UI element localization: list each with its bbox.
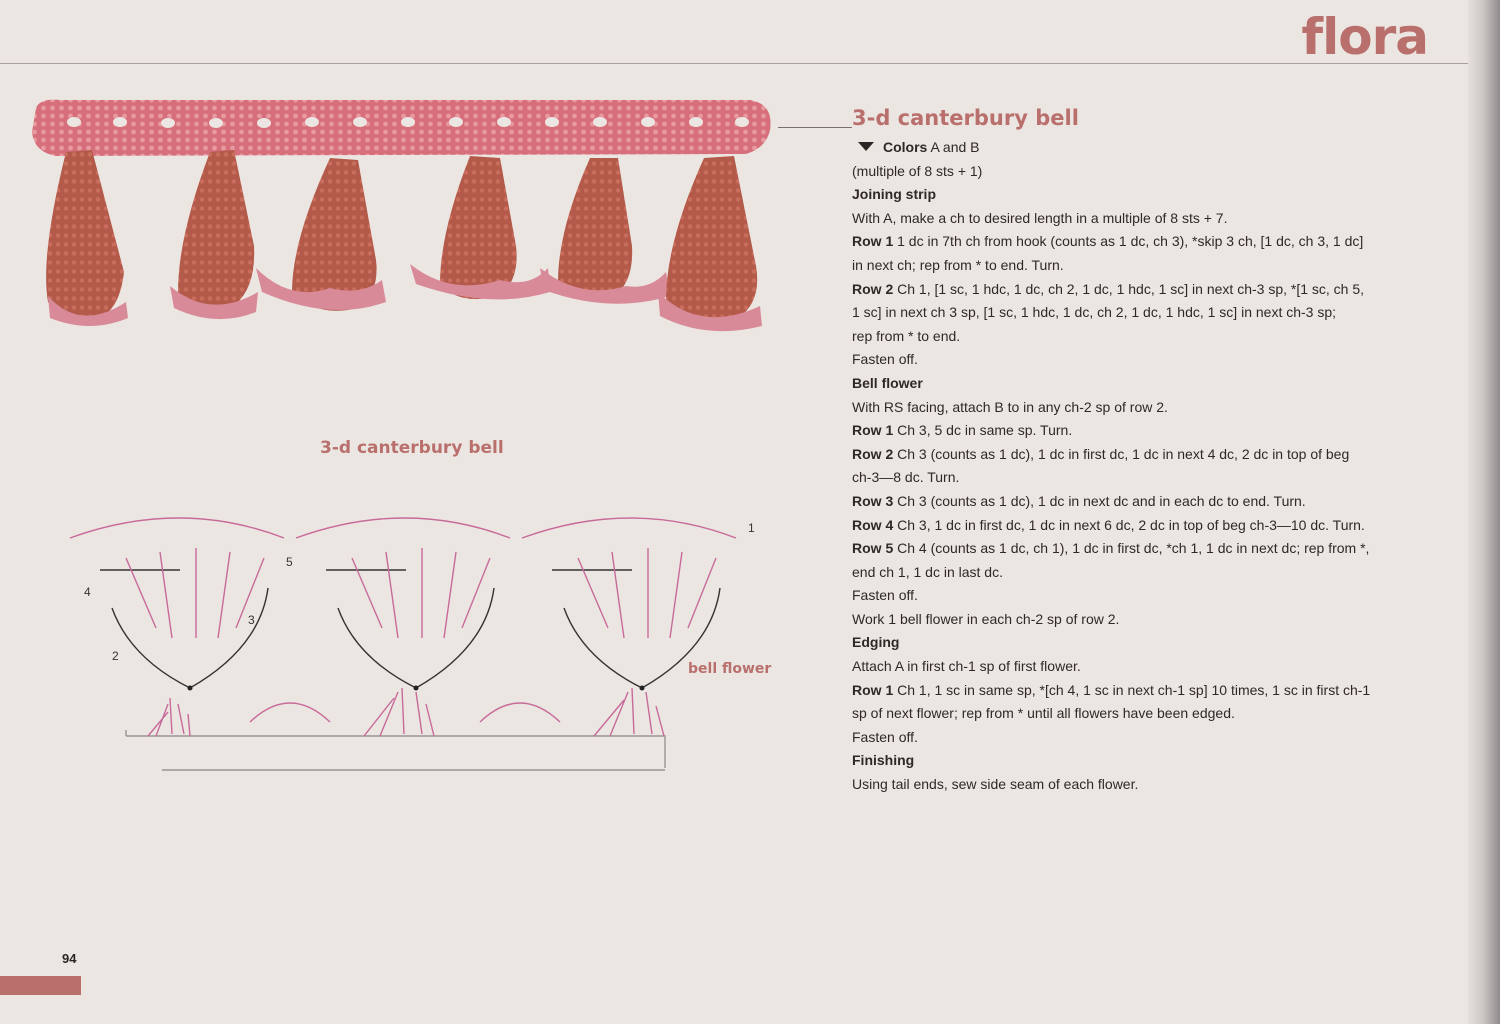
bell-row-2 [852,443,1432,467]
row-label: Row 1 [852,233,894,250]
pattern-title: 3-d canterbury bell [852,106,1085,130]
bell-flower [410,156,550,299]
mesh-hole [401,117,415,127]
row-number-2: 2 [112,649,119,663]
colors-value: A and B [927,139,980,155]
mesh-hole [735,117,749,127]
finishing-heading: Finishing [852,752,915,769]
joining-row-2-cont: 1 sc] in next ch 3 sp, [1 sc, 1 hdc, 1 dc, ch 2, 1 dc, 1 hdc, 1 sc] in next ch-3 sp; [852,304,1337,321]
edging-intro: Attach A in first ch-1 sp of first flower. [852,658,1081,675]
row-text: Ch 3 (counts as 1 dc), 1 dc in next dc and in each dc to end. Turn. [893,492,1306,509]
mesh-hole [593,117,607,127]
mesh-hole [113,117,127,127]
joining-row-1 [852,230,1432,254]
mesh-hole [161,118,175,128]
colors-label: Colors [883,139,928,155]
bell-flower-intro: With RS facing, attach B to in any ch-2 sp of row 2. [852,398,1168,415]
bell-row-5 [852,537,1432,561]
bell-row-1 [852,419,1432,443]
row-text: Ch 3, 1 dc in first dc, 1 dc in next 6 dc, 2 dc in top of beg ch-3—10 dc. Turn. [893,516,1365,533]
bell-flower [658,156,762,331]
row-number-5: 5 [286,555,293,569]
bell-flower-chart [70,518,736,691]
fasten-off: Fasten off. [852,587,918,604]
bell-flower [170,150,258,319]
bell-row-5-cont: end ch 1, 1 dc in last dc. [852,563,1003,580]
row-text: Ch 3, 5 dc in same sp. Turn. [893,422,1073,439]
mesh-hole [497,117,511,127]
joining-strip [32,100,771,156]
page-tab [0,976,81,995]
mesh-hole [67,117,81,127]
mesh-hole [689,117,703,127]
finishing-text: Using tail ends, sew side seam of each flower. [852,776,1139,793]
row-text: 1 dc in 7th ch from hook (counts as 1 dc, ch 3), *skip 3 ch, [1 dc, ch 3, 1 dc] [893,233,1364,250]
crochet-symbol-chart [60,478,780,778]
mesh-hole [449,117,463,127]
mesh-hole [305,117,319,127]
chart-title: 3-d canterbury bell [320,438,504,458]
joining-row-2 [852,278,1432,302]
joining-row-1-cont: in next ch; rep from * to end. Turn. [852,256,1064,273]
row-label: Row 1 [852,422,894,439]
page-number: 94 [62,951,77,966]
chart-row-numbers [84,521,755,663]
edging-heading: Edging [852,634,900,651]
bell-row-3 [852,490,1432,514]
joining-strip-heading: Joining strip [852,186,936,203]
fasten-off: Fasten off. [852,728,918,745]
row-text: Ch 1, [1 sc, 1 hdc, 1 dc, ch 2, 1 dc, 1 hdc, 1 sc] in next ch-3 sp, *[1 sc, ch 5, [893,280,1365,297]
joining-row-2-cont: rep from * to end. [852,327,961,344]
fasten-off: Fasten off. [852,351,918,368]
edging-row-1 [852,679,1432,703]
mesh-hole [257,118,271,128]
mesh-hole [209,118,223,128]
edging-row-1-cont: sp of next flower; rep from * until all flowers have been edged. [852,705,1235,722]
row-label: Row 5 [852,540,894,557]
bell-flower [256,158,386,311]
row-label: Row 3 [852,492,894,509]
row-label: Row 4 [852,516,894,533]
row-text: Ch 3 (counts as 1 dc), 1 dc in first dc, 1 dc in next 4 dc, 2 dc in top of beg [893,445,1350,462]
colors-line [852,136,1432,160]
bell-flowers [46,150,762,331]
bell-flower [46,150,128,326]
row-number-4: 4 [84,585,91,599]
header-rule [0,63,1468,64]
row-label: Row 1 [852,681,894,698]
section-title: flora [1301,8,1428,66]
row-text: Ch 1, 1 sc in same sp, *[ch 4, 1 sc in next ch-1 sp] 10 times, 1 sc in first ch-1 [893,681,1371,698]
mesh-hole [545,117,559,127]
joining-strip-intro: With A, make a ch to desired length in a multiple of 8 sts + 7. [852,209,1228,226]
bell-flower-label: bell flower [688,661,772,677]
stitch-multiple: (multiple of 8 sts + 1) [852,162,983,179]
page-binding-edge [1468,0,1500,1024]
mesh-hole [641,117,655,127]
bell-row-4 [852,514,1432,538]
row-number-3: 3 [248,613,255,627]
row-label: Row 2 [852,280,894,297]
bell-flower-work: Work 1 bell flower in each ch-2 sp of row 2. [852,610,1120,627]
bell-flower-heading: Bell flower [852,374,923,391]
row-text: Ch 4 (counts as 1 dc, ch 1), 1 dc in first dc, *ch 1, 1 dc in next dc; rep from *, [893,540,1370,557]
mesh-hole [353,117,367,127]
row-number-1: 1 [748,521,755,535]
crochet-swatch-photo [30,96,776,336]
bell-row-2-cont: ch-3—8 dc. Turn. [852,469,960,486]
pattern-instructions [852,136,1432,797]
row-label: Row 2 [852,445,894,462]
bell-flower [540,158,670,304]
joining-strip-chart [126,688,665,770]
triangle-arrow-icon [858,142,874,151]
